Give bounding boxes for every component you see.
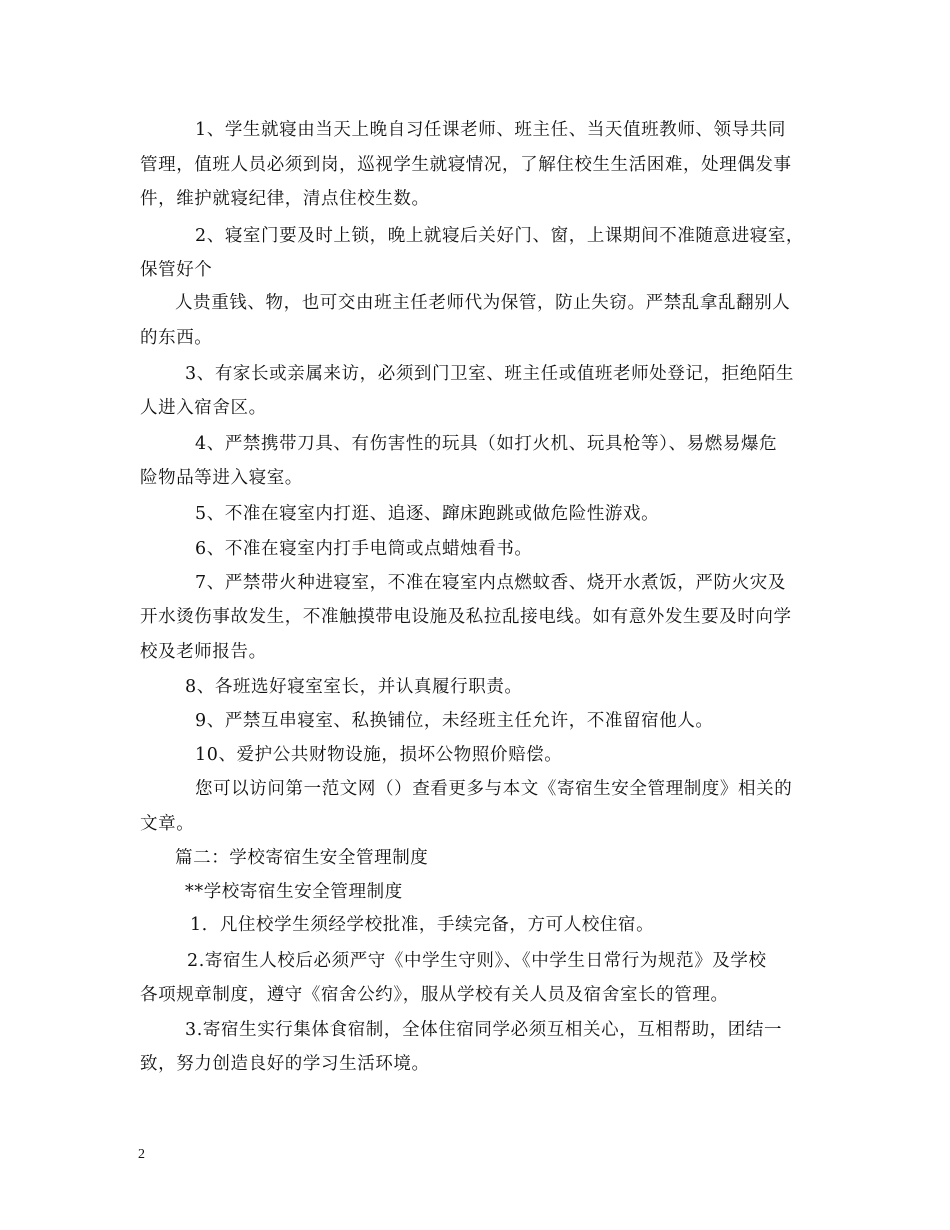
- text-line: 6、不准在寝室内打手电筒或点蜡烛看书。: [195, 539, 533, 559]
- text-line: **学校寄宿生安全管理制度: [185, 882, 403, 902]
- text-line: 您可以访问第一范文网（）查看更多与本文《寄宿生安全管理制度》相关的: [195, 779, 793, 799]
- text-line: 5、不准在寝室内打逛、追逐、蹿床跑跳或做危险性游戏。: [195, 504, 660, 524]
- text-line: 件，维护就寝纪律，清点住校生数。: [140, 189, 430, 209]
- text-line: 险物品等进入寝室。: [140, 468, 303, 488]
- text-line: 保管好个: [140, 260, 213, 280]
- text-line: 3.寄宿生实行集体食宿制，全体住宿同学必须互相关心，互相帮助，团结一: [185, 1020, 783, 1040]
- text-line: 管理，值班人员必须到岗，巡视学生就寝情况，了解住校生生活困难，处理偶发事: [140, 155, 792, 175]
- text-line: 文章。: [140, 814, 195, 834]
- text-line: 7、严禁带火种进寝室，不准在寝室内点燃蚊香、烧开水煮饭，严防火灾及: [195, 573, 786, 593]
- page-number: 2: [138, 1147, 145, 1162]
- text-line: 4、严禁携带刀具、有伤害性的玩具（如打火机、玩具枪等）、易燃易爆危: [195, 434, 778, 454]
- text-line: 8、各班选好寝室室长，并认真履行职责。: [185, 677, 523, 697]
- text-line: 各项规章制度，遵守《宿舍公约》，服从学校有关人员及宿舍室长的管理。: [140, 985, 729, 1005]
- text-line: 校及老师报告。: [140, 642, 267, 662]
- text-line: 2、寝室门要及时上锁，晚上就寝后关好门、窗，上课期间不准随意进寝室，: [195, 226, 805, 246]
- text-line: 3、有家长或亲属来访，必须到门卫室、班主任或值班老师处登记，拒绝陌生: [185, 364, 795, 384]
- text-line: 致，努力创造良好的学习生活环境。: [140, 1054, 430, 1074]
- text-line: 10、爱护公共财物设施，损坏公物照价赔偿。: [195, 745, 563, 765]
- text-line: 人贵重钱、物，也可交由班主任老师代为保管，防止失窃。严禁乱拿乱翻别人: [175, 293, 791, 313]
- text-line: 开水烫伤事故发生，不准触摸带电设施及私拉乱接电线。如有意外发生要及时向学: [140, 607, 792, 627]
- text-line: 9、严禁互串寝室、私换铺位，未经班主任允许，不准留宿他人。: [195, 711, 714, 731]
- text-line: 2.寄宿生人校后必须严守《中学生守则》、《中学生日常行为规范》及学校: [187, 951, 767, 971]
- text-line: 1．凡住校学生须经学校批准，手续完备，方可人校住宿。: [190, 915, 655, 935]
- text-line: 人进入宿舍区。: [140, 398, 267, 418]
- text-line: 篇二：学校寄宿生安全管理制度: [175, 848, 429, 868]
- text-line: 1、学生就寝由当天上晚自习任课老师、班主任、当天值班教师、领导共同: [195, 120, 786, 140]
- text-line: 的东西。: [140, 328, 213, 348]
